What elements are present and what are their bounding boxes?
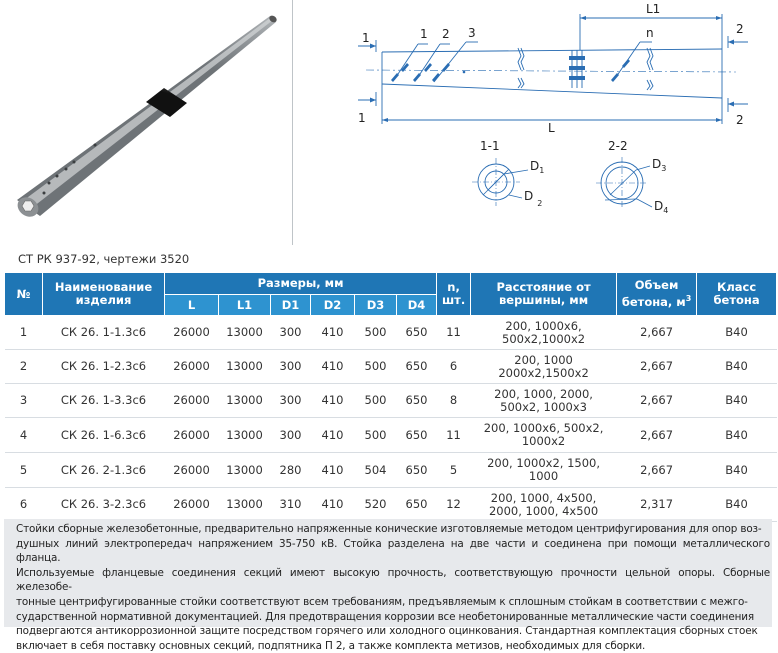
cell-D2: 410 — [311, 384, 355, 418]
cell-distance — [471, 488, 617, 522]
notes-line-6: подвергаются антикоррозионной защите посредством горячего или холодного оцинкования. Стандартная комплектация сборных стоек — [16, 625, 758, 638]
label-2-top: 2 — [736, 22, 744, 36]
cell-D3: 520 — [355, 488, 397, 522]
cell-cls: В40 — [697, 316, 777, 350]
cell-D1: 280 — [271, 453, 311, 488]
label-2-bottom: 2 — [736, 113, 744, 127]
cell-D1: 300 — [271, 316, 311, 350]
cell-D2: 410 — [311, 418, 355, 453]
break-line-left-bottom — [518, 78, 524, 88]
cell-cls: В40 — [697, 488, 777, 522]
cell-D2: 410 — [311, 453, 355, 488]
notes-line-4: тонные центрифугированные стойки соответствуют всем требованиям, предъявляемым к сплошным стойкам в соответствии с межго- — [16, 595, 748, 608]
cell-D3: 500 — [355, 418, 397, 453]
callout-3: 3 — [468, 26, 476, 40]
label-L1: L1 — [646, 2, 661, 16]
L1-arrow-right — [716, 16, 722, 20]
d2-label: $D_2$ — [524, 189, 543, 208]
cell-L: 26000 — [165, 488, 219, 522]
col-header-num: № — [5, 273, 43, 316]
cell-n: 5 — [437, 453, 471, 488]
technical-drawing — [296, 0, 778, 245]
cell-L: 26000 — [165, 350, 219, 384]
cell-name: СК 26. 1-1.3с6 — [43, 316, 165, 350]
sec2-top-arrowhead — [728, 40, 734, 45]
cell-D1: 310 — [271, 488, 311, 522]
cell-vol: 2,667 — [617, 350, 697, 384]
table-row — [5, 418, 777, 453]
cell-L: 26000 — [165, 384, 219, 418]
col-header-sizes: Размеры, мм — [165, 273, 437, 295]
section-label-11: 1-1 — [480, 139, 500, 153]
notes-line-1: Стойки сборные железобетонные, предварительно напряженные конические изготовляемые методом центрифугирования для опор воз- — [16, 523, 762, 535]
notes-line-2: душных линий электропередач напряжением 35-750 кВ. Стойка разделена на две части и соединена при помощи металлического фланца. — [16, 537, 770, 565]
cell-vol: 2,667 — [617, 418, 697, 453]
cell-D3: 500 — [355, 316, 397, 350]
vertical-divider — [292, 0, 293, 245]
cell-name: СК 26. 1-2.3с6 — [43, 350, 165, 384]
col-header-L: L — [165, 295, 219, 316]
cell-distance-line2: 1000 — [528, 469, 559, 483]
cell-cls: В40 — [697, 418, 777, 453]
label-L: L — [548, 121, 555, 135]
col-header-D3: D3 — [355, 295, 397, 316]
d3-label: $D_3$ — [652, 157, 667, 173]
sec2-bot-arrowhead — [728, 102, 734, 107]
drawing-body-bottom — [382, 84, 722, 98]
cell-num: 6 — [5, 488, 43, 522]
cell-distance-line1: 200, 1000х6, — [505, 318, 582, 333]
cell-distance — [471, 418, 617, 453]
break-line-right — [647, 48, 653, 70]
col-header-D2: D2 — [311, 295, 355, 316]
specification-table — [4, 272, 777, 522]
cell-num: 4 — [5, 418, 43, 453]
cell-D4: 650 — [397, 453, 437, 488]
cell-name: СК 26. 1-3.3с6 — [43, 384, 165, 418]
standard-reference: СТ РК 937-92, чертежи 3520 — [18, 252, 190, 266]
cell-num: 5 — [5, 453, 43, 488]
cell-distance-line1: 200, 1000, 4х500, — [490, 490, 597, 505]
cell-D4: 650 — [397, 350, 437, 384]
table-row — [5, 453, 777, 488]
description-notes — [4, 519, 772, 652]
cell-D1: 300 — [271, 418, 311, 453]
cell-distance-line2: 2000х2,1500х2 — [498, 365, 589, 380]
section-1-1 — [472, 158, 544, 208]
cell-n: 12 — [437, 488, 471, 522]
cell-distance-line2: 2000, 1000, 4х500 — [488, 503, 599, 518]
notes-line-3: Используемые фланцевые соединения секций имеют высокую прочность, соответствующую прочности цельной опоры. Сборные железобе- — [16, 566, 770, 594]
table-row — [5, 316, 777, 350]
col-header-D1: D1 — [271, 295, 311, 316]
cell-distance-line1: 200, 1000х2, 1500, — [487, 456, 600, 470]
cell-distance-line1: 200, 1000 — [514, 352, 573, 367]
cell-num: 2 — [5, 350, 43, 384]
cell-distance — [471, 316, 617, 350]
cell-L1: 13000 — [219, 453, 271, 488]
label-1-bottom: 1 — [358, 111, 366, 125]
flange-bolts — [569, 56, 585, 80]
pole-end-hex — [22, 201, 34, 211]
cell-D4: 650 — [397, 418, 437, 453]
table-row — [5, 350, 777, 384]
cell-name: СК 26. 3-2.3с6 — [43, 488, 165, 522]
cell-D2: 410 — [311, 488, 355, 522]
cell-vol: 2,667 — [617, 453, 697, 488]
cell-distance — [471, 350, 617, 384]
cell-D2: 410 — [311, 350, 355, 384]
cell-distance-line2: 500х2,1000х2 — [502, 331, 586, 346]
cell-D3: 500 — [355, 350, 397, 384]
L-arrow-right — [716, 118, 722, 122]
cell-num: 3 — [5, 384, 43, 418]
figures-area — [0, 0, 778, 245]
break-line-left — [518, 48, 524, 70]
cell-distance-line1: 200, 1000, 2000, — [494, 386, 593, 401]
L-arrow-left — [382, 118, 388, 122]
cell-D4: 650 — [397, 488, 437, 522]
cell-L: 26000 — [165, 316, 219, 350]
notes-line-7: включает в себя поставку основных секций, подпятника П 2, а также комплекта метизов, необходимых для сборки. — [16, 639, 646, 652]
cell-D1: 300 — [271, 384, 311, 418]
cell-L1: 13000 — [219, 384, 271, 418]
cell-D3: 504 — [355, 453, 397, 488]
cell-vol: 2,317 — [617, 488, 697, 522]
cell-L1: 13000 — [219, 350, 271, 384]
sec1-bot-arrowhead — [370, 98, 376, 103]
L1-arrow-left — [580, 16, 586, 20]
notes-line-5: сударственной нормативной документацией. Для предотвращения коррозии все необетонированные металлические части соединения — [16, 610, 754, 623]
col-header-distance: Расстояние от вершины, мм — [471, 273, 617, 316]
cell-cls: В40 — [697, 453, 777, 488]
col-header-L1: L1 — [219, 295, 271, 316]
cell-vol: 2,667 — [617, 316, 697, 350]
callout-2: 2 — [442, 27, 450, 41]
d1-label: $D_1$ — [530, 159, 545, 175]
drawing-body-top — [382, 49, 722, 52]
cell-D3: 500 — [355, 384, 397, 418]
pole-illustration — [0, 0, 292, 245]
cell-cls: В40 — [697, 350, 777, 384]
cell-distance — [471, 453, 617, 488]
cell-n: 11 — [437, 316, 471, 350]
col-header-class: Класс бетона — [697, 273, 777, 316]
cell-L1: 13000 — [219, 418, 271, 453]
col-header-D4: D4 — [397, 295, 437, 316]
cell-L: 26000 — [165, 418, 219, 453]
cell-D1: 300 — [271, 350, 311, 384]
cell-D2: 410 — [311, 316, 355, 350]
cell-n: 11 — [437, 418, 471, 453]
cell-distance-line2: 1000х2 — [521, 434, 566, 448]
table-row — [5, 384, 777, 418]
col-header-name: Наименование изделия — [43, 273, 165, 316]
callout-1: 1 — [420, 27, 428, 41]
cell-L1: 13000 — [219, 316, 271, 350]
cell-D4: 650 — [397, 384, 437, 418]
table-row — [5, 488, 777, 522]
section-label-22: 2-2 — [608, 139, 628, 153]
pole-highlight — [24, 18, 273, 207]
cell-vol: 2,667 — [617, 384, 697, 418]
cell-D4: 650 — [397, 316, 437, 350]
callout-n: n — [646, 26, 654, 40]
cell-cls: В40 — [697, 384, 777, 418]
sec1-top-arrowhead — [370, 44, 376, 49]
cell-L1: 13000 — [219, 488, 271, 522]
col-header-volume: Объем бетона, $м^3$ — [617, 273, 697, 316]
cell-distance — [471, 384, 617, 418]
cell-distance-line2: 500х2, 1000х3 — [500, 399, 587, 414]
cell-n: 8 — [437, 384, 471, 418]
d4-label: $D_4$ — [654, 199, 669, 215]
label-1-top: 1 — [362, 31, 370, 45]
cell-name: СК 26. 2-1.3с6 — [43, 453, 165, 488]
cell-name: СК 26. 1-6.3с6 — [43, 418, 165, 453]
section-2-2 — [596, 157, 668, 215]
cell-num: 1 — [5, 316, 43, 350]
break-line-right-bottom — [647, 80, 653, 90]
col-header-n: n, шт. — [437, 273, 471, 316]
cell-n: 6 — [437, 350, 471, 384]
cell-distance-line1: 200, 1000х6, 500х2, — [483, 421, 604, 435]
cell-L: 26000 — [165, 453, 219, 488]
